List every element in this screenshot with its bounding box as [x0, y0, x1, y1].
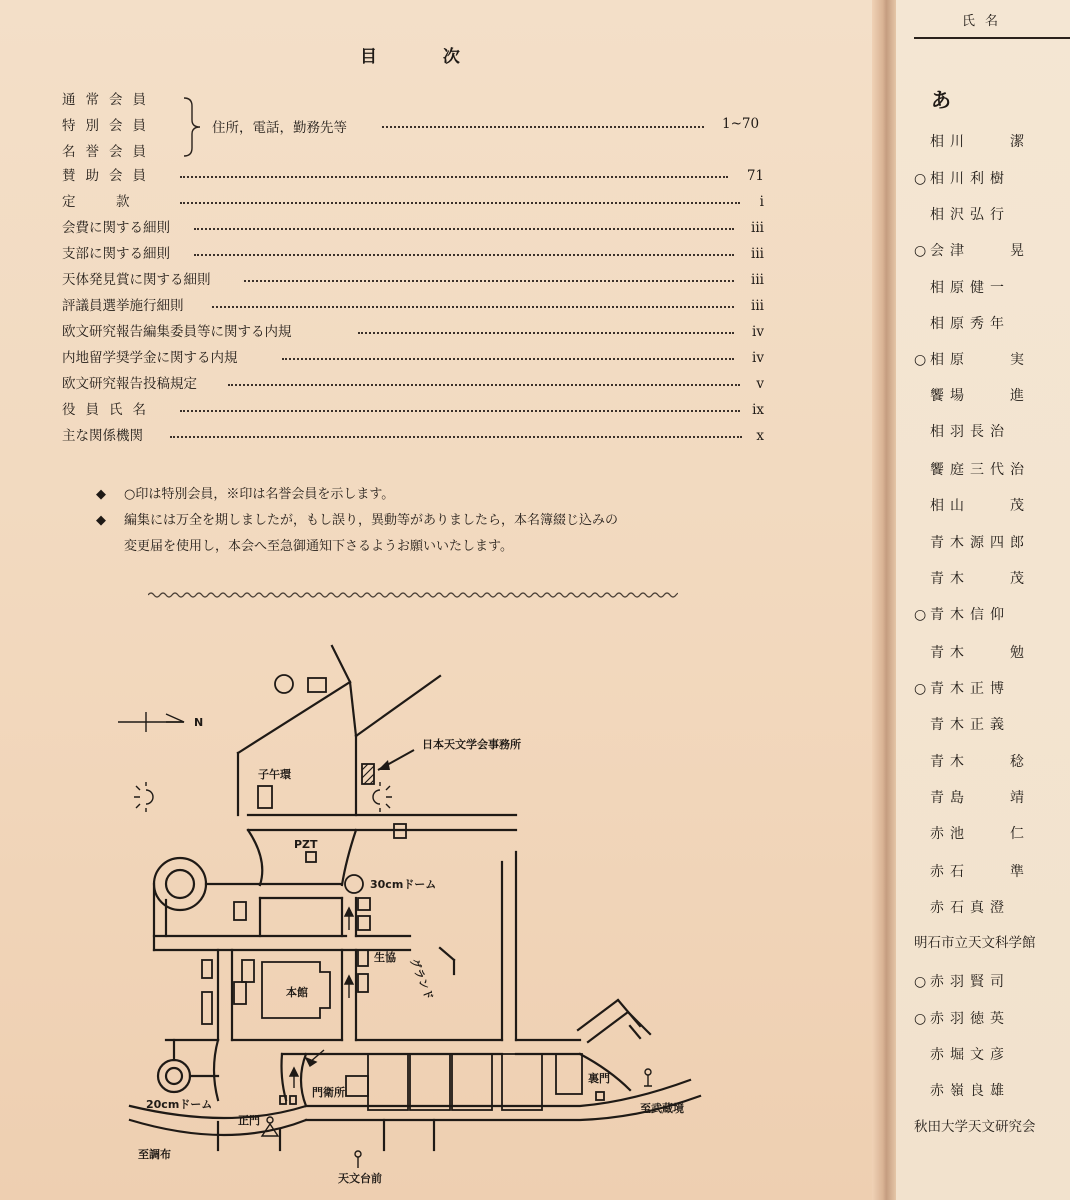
roster-name: 青木信仰 — [930, 607, 1010, 623]
note-corrections — [96, 510, 756, 558]
special-member-mark: ○ — [914, 681, 927, 697]
north-label: N — [194, 716, 204, 729]
bullet-diamond-icon: ◆ — [96, 513, 106, 528]
meridian-label: 子午環 — [258, 768, 291, 781]
toc-leader — [212, 306, 734, 308]
toc-row-label: 欧文研究報告投稿規定 — [62, 376, 197, 392]
roster-name: 秋田大学天文研究会 — [914, 1119, 1036, 1135]
toc-title-char-2: 次 — [442, 47, 460, 67]
toc-row-page: iv — [752, 324, 764, 340]
toc-group-page: 1~70 — [722, 116, 760, 132]
toc-row-page: iii — [751, 220, 764, 236]
roster-name: 赤羽賢司 — [930, 974, 1010, 990]
toc-row[interactable] — [62, 166, 764, 186]
roster-name: 青木正博 — [930, 681, 1010, 697]
guard-label: 門衛所 — [312, 1086, 345, 1099]
toc-row-page: iii — [751, 298, 764, 314]
roster-name: 相原健一 — [930, 280, 1010, 296]
toc-row-label: 賛助会員 — [62, 168, 156, 184]
pzt-label: PZT — [294, 838, 318, 851]
toc-group-member-2[interactable]: 特別会員 — [62, 118, 156, 134]
toc-row-page: iii — [751, 272, 764, 288]
dome30-label: 30cmドーム — [370, 878, 437, 891]
roster-name: 青木正義 — [930, 717, 1010, 733]
toc-row-label: 主な関係機関 — [62, 428, 143, 444]
note-special-members — [96, 484, 736, 506]
toc-leader — [228, 384, 740, 386]
roster-name: 赤嶺良雄 — [930, 1083, 1010, 1099]
toc-title — [360, 42, 460, 67]
toc-row[interactable] — [62, 426, 764, 446]
office-label: 日本天文学会事務所 — [422, 738, 521, 751]
roster-name: 赤石 準 — [930, 864, 1030, 880]
special-member-mark: ○ — [914, 1011, 927, 1027]
toc-row-label: 内地留学奨学金に関する内規 — [62, 350, 238, 366]
roster-name: 相羽長治 — [930, 424, 1010, 440]
back-gate-label: 裏門 — [588, 1072, 610, 1085]
roster-name: 赤池 仁 — [930, 826, 1030, 842]
toc-row[interactable] — [62, 244, 764, 264]
toc-row[interactable] — [62, 374, 764, 394]
kana-section-heading: あ — [931, 88, 951, 112]
toc-leader — [180, 410, 740, 412]
roster-name: 青木 茂 — [930, 571, 1030, 587]
toc-row[interactable] — [62, 348, 764, 368]
note-text: 編集には万全を期しましたが，もし誤り，異動等がありましたら，本名簿綴じ込みの — [124, 513, 619, 528]
toc-row[interactable] — [62, 322, 764, 342]
roster-name: 饗庭三代治 — [930, 462, 1030, 478]
toc-leader — [244, 280, 734, 282]
toc-leader — [194, 228, 734, 230]
roster-header-rule — [914, 37, 1070, 39]
toc-row-label: 評議員選挙施行細則 — [62, 298, 184, 314]
toc-row-label: 天体発見賞に関する細則 — [62, 272, 211, 288]
toc-row-label: 会費に関する細則 — [62, 220, 170, 236]
roster-name: 青木 勉 — [930, 645, 1030, 661]
toc-row-label: 支部に関する細則 — [62, 246, 170, 262]
toc-row-page: ix — [752, 402, 764, 418]
roster-name: 相原秀年 — [930, 316, 1010, 332]
office-marker — [362, 750, 414, 784]
toc-row[interactable] — [62, 296, 764, 316]
roster-name: 相川利樹 — [930, 171, 1010, 187]
bus-stop-label: 天文台前 — [338, 1172, 382, 1185]
campus-map — [110, 630, 720, 1190]
main-gate-label: 正門 — [238, 1114, 260, 1127]
note-text: ○印は特別会員，※印は名誉会員を示します。 — [124, 487, 395, 502]
toc-row-page: 71 — [746, 168, 764, 184]
toc-leader — [194, 254, 734, 256]
toc-group-leader — [382, 126, 704, 128]
toc-row-label: 役員氏名 — [62, 402, 156, 418]
to-chofu-label: 至調布 — [138, 1148, 171, 1161]
toc-group-member-1[interactable]: 通常会員 — [62, 92, 156, 108]
roster-name: 赤堀文彦 — [930, 1047, 1010, 1063]
toc-row-page: i — [759, 194, 764, 210]
roster-name: 青木源四郎 — [930, 535, 1030, 551]
roster-header: 氏名 — [962, 14, 1009, 29]
roster-name: 相川 潔 — [930, 134, 1030, 150]
roster-name: 会津 晃 — [930, 243, 1030, 259]
bullet-diamond-icon: ◆ — [96, 487, 106, 502]
toc-group-label: 住所，電話，勤務先等 — [212, 120, 347, 136]
roster-name: 相沢弘行 — [930, 207, 1010, 223]
background-ghost-print — [0, 1010, 10, 1031]
north-arrow-icon — [118, 712, 184, 732]
toc-leader — [180, 176, 728, 178]
roster-name: 相原 実 — [930, 352, 1030, 368]
toc-leader — [170, 436, 742, 438]
special-member-mark: ○ — [914, 243, 927, 259]
toc-row-page: v — [756, 376, 764, 392]
toc-title-char-1: 目 — [360, 47, 377, 67]
toc-leader — [180, 202, 740, 204]
toc-row-page: x — [756, 428, 764, 444]
special-member-mark: ○ — [914, 171, 927, 187]
toc-leader — [358, 332, 734, 334]
toc-row[interactable] — [62, 218, 764, 238]
roster-name: 青木 稔 — [930, 754, 1030, 770]
dome20-label: 20cmドーム — [146, 1098, 213, 1111]
roster-name: 相山 茂 — [930, 498, 1030, 514]
ground-label: グランド — [407, 956, 436, 1002]
to-musashisakai-label: 至武蔵境 — [640, 1102, 684, 1115]
toc-row-label: 定 款 — [62, 194, 130, 210]
roster-name: 青島 靖 — [930, 790, 1030, 806]
wavy-divider — [148, 590, 678, 600]
roster-name: 饗場 進 — [930, 388, 1030, 404]
roster-name: 明石市立天文科学館 — [914, 935, 1036, 951]
toc-row-page: iv — [752, 350, 764, 366]
special-member-mark: ○ — [914, 607, 927, 623]
toc-row[interactable] — [62, 400, 764, 420]
book-gutter — [872, 0, 896, 1200]
roster-name: 赤石真澄 — [930, 900, 1010, 916]
toc-group-member-3[interactable]: 名誉会員 — [62, 144, 156, 160]
brace-icon — [182, 96, 204, 158]
toc-leader — [282, 358, 734, 360]
toc-row-label: 欧文研究報告編集委員等に関する内規 — [62, 324, 292, 340]
special-member-mark: ○ — [914, 352, 927, 368]
coop-label: 生協 — [374, 951, 396, 964]
main-building-label: 本館 — [286, 986, 308, 999]
toc-row[interactable] — [62, 270, 764, 290]
note-text: 変更届を使用し，本会へ至急御通知下さるようお願いいたします。 — [124, 539, 513, 554]
toc-row-page: iii — [751, 246, 764, 262]
special-member-mark: ○ — [914, 974, 927, 990]
toc-row[interactable] — [62, 192, 764, 212]
roster-name: 赤羽徳英 — [930, 1011, 1010, 1027]
